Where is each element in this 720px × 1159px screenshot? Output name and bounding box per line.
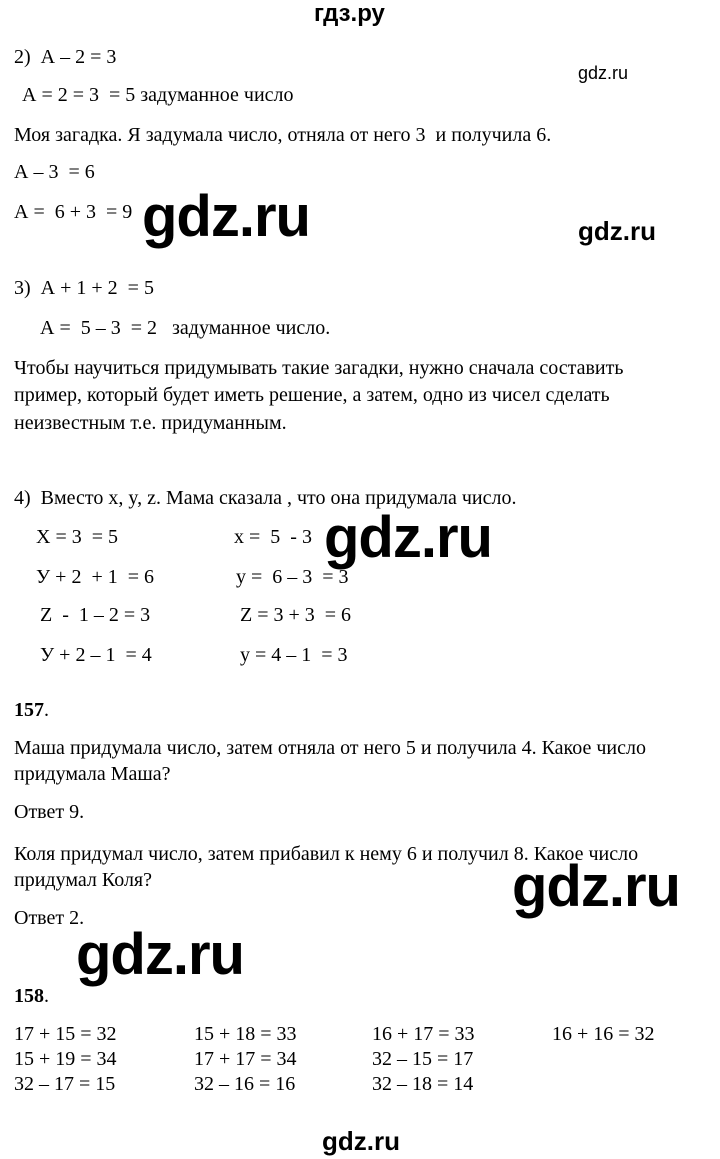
part4-row1-left: Х = 3 = 5 — [36, 526, 119, 548]
task157-answer1: Ответ 9. — [14, 801, 85, 823]
task157-q2-line1: Коля придумал число, затем прибавил к нему 6 и получил 8. Какое число — [14, 843, 639, 865]
watermark-footer: gdz.ru — [322, 1126, 400, 1156]
task157-q1-line1: Маша придумала число, затем отняла от него 5 и получила 4. Какое число — [14, 737, 646, 759]
part4-intro: 4) Вместо x, y, z. Мама сказала , что она придумала число. — [14, 487, 517, 509]
task157-heading: 157. — [14, 699, 49, 721]
part4-row2-right: у = 6 – 3 = 3 — [236, 566, 349, 588]
task157-q1-line2: придумала Маша? — [14, 763, 171, 785]
part2-line1: 2) А – 2 = 3 — [14, 46, 117, 68]
task158-r3c2: 32 – 16 = 16 — [194, 1073, 296, 1095]
task158-r2c1: 15 + 19 = 34 — [14, 1048, 117, 1070]
task158-r1c3: 16 + 17 = 33 — [372, 1023, 475, 1045]
task158-r1c1: 17 + 15 = 32 — [14, 1023, 117, 1045]
site-header: гдз.ру — [314, 0, 385, 27]
task158-r3c3: 32 – 18 = 14 — [372, 1073, 474, 1095]
part2-line2: А = 2 = 3 = 5 задуманное число — [22, 84, 294, 106]
watermark-medium: gdz.ru — [578, 216, 656, 246]
part3-para-3: неизвестным т.е. придуманным. — [14, 412, 287, 434]
part4-row2-left: У + 2 + 1 = 6 — [36, 566, 154, 588]
task158-r1c4: 16 + 16 = 32 — [552, 1023, 655, 1045]
part4-row3-left: Z - 1 – 2 = 3 — [40, 604, 151, 626]
part3-line1: 3) А + 1 + 2 = 5 — [14, 277, 154, 299]
task157-q2-line2: придумал Коля? — [14, 869, 153, 891]
task158-number: 158 — [14, 985, 44, 1007]
part3-para-1: Чтобы научиться придумывать такие загадки, нужно сначала составить — [14, 357, 624, 379]
part3-line2: А = 5 – 3 = 2 задуманное число. — [40, 317, 331, 339]
part4-row4-right: у = 4 – 1 = 3 — [240, 644, 348, 666]
watermark-large: gdz.ru — [142, 184, 310, 249]
part4-row3-right: Z = 3 + 3 = 6 — [240, 604, 352, 626]
part4-row4-left: У + 2 – 1 = 4 — [40, 644, 152, 666]
task157-answer2: Ответ 2. — [14, 907, 85, 929]
watermark-small: gdz.ru — [578, 63, 629, 83]
part3-para-2: пример, который будет иметь решение, а затем, одно из чисел сделать — [14, 384, 610, 406]
watermark-large: gdz.ru — [512, 854, 680, 919]
task158-r2c2: 17 + 17 = 34 — [194, 1048, 297, 1070]
part2-eq2: А = 6 + 3 = 9 — [14, 201, 133, 223]
task158-r3c1: 32 – 17 = 15 — [14, 1073, 116, 1095]
watermark-large: gdz.ru — [76, 922, 244, 987]
part2-riddle: Моя загадка. Я задумала число, отняла от него 3 и получила 6. — [14, 124, 552, 146]
part4-row1-right: х = 5 - 3 — [234, 526, 312, 548]
task158-r1c2: 15 + 18 = 33 — [194, 1023, 297, 1045]
task158-heading: 158. — [14, 985, 49, 1007]
part2-eq1: А – 3 = 6 — [14, 161, 95, 183]
watermark-large: gdz.ru — [324, 505, 492, 570]
task158-r2c3: 32 – 15 = 17 — [372, 1048, 474, 1070]
task157-number: 157 — [14, 699, 44, 721]
